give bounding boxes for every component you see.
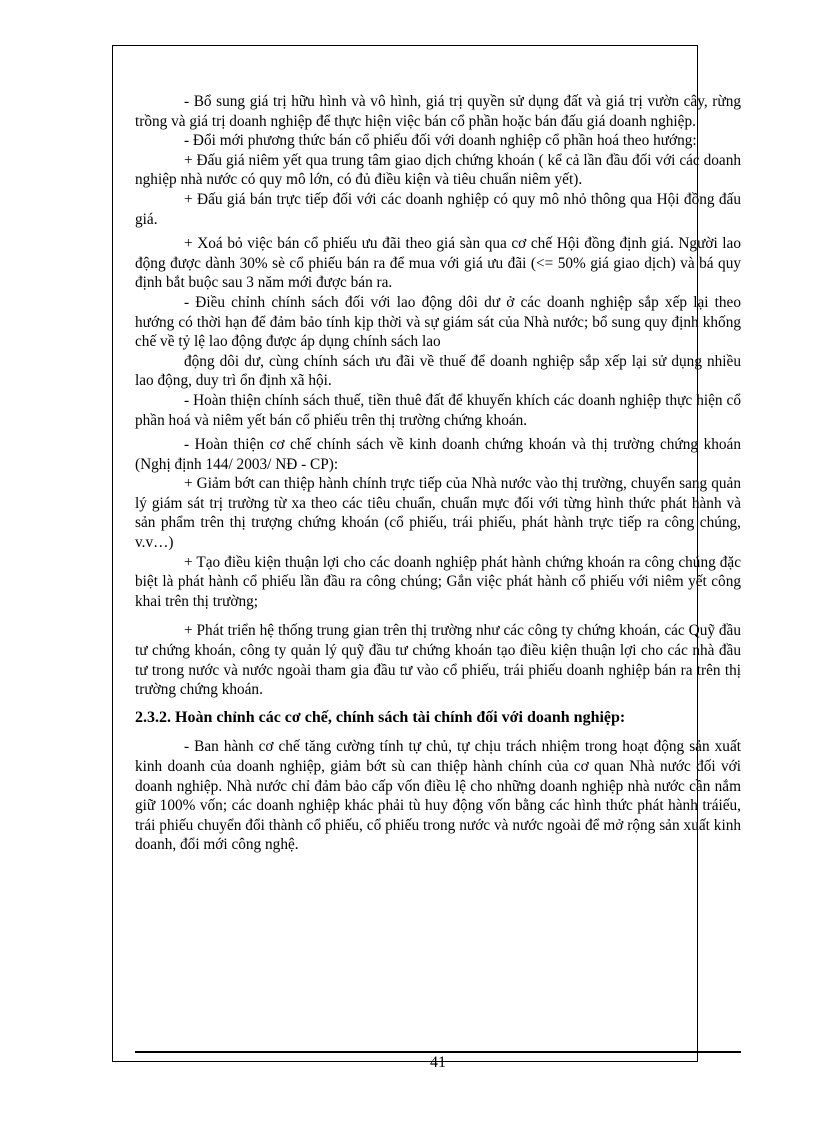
paragraph-1: - Bổ sung giá trị hữu hình và vô hình, giá trị quyền sử dụng đất và giá trị vườn cây, rừng trồng và giá trị doanh nghiệp để thực hiện việc bán cổ phần hoặc bán đấu giá doanh nghiệp. [135,93,741,130]
paragraph-12: + Phát triển hệ thống trung gian trên thị trường như các công ty chứng khoán, các Quỹ đầu tư chứng khoán, công ty quản lý quỹ đầu tư chứng khoán tạo điều kiện thuận lợi cho các nhà đầu tư trong nước và nước ngoài tham gia đầu tư vào cổ phiếu, trái phiếu doanh nghiệp bán ra trên thị trường chứng khoán. [135,622,741,699]
page-number: 41 [430,1054,446,1071]
paragraph-7: động dôi dư, cùng chính sách ưu đãi về thuế để doanh nghiệp sắp xếp lại sử dụng nhiều lao động, duy trì ổn định xã hội. [135,352,741,390]
paragraph-11: + Tạo điều kiện thuận lợi cho các doanh nghiệp phát hành chứng khoán ra công chúng đặc biệt là phát hành cổ phiếu lần đầu ra công chúng; Gắn việc phát hành cổ phiếu với niêm yết công khai trên thị trường; [135,553,741,610]
footer-rule [135,1051,741,1053]
paragraph-4: + Đấu giá bán trực tiếp đối với các doanh nghiệp có quy mô nhỏ thông qua Hội đồng đấu giá. [135,190,741,228]
section-heading: 2.3.2. Hoàn chỉnh các cơ chế, chính sách tài chính đối với doanh nghiệp: [135,708,626,726]
paragraph-6: - Điều chỉnh chính sách đối với lao động dôi dư ở các doanh nghiệp sắp xếp lại theo hướng có thời hạn để đảm bảo tính kịp thời và sự giám sát của Nhà nước; bổ sung quy định khống chế về tỷ lệ lao động được áp dụng chính sách lao [135,293,741,351]
paragraph-13: - Ban hành cơ chế tăng cường tính tự chủ, tự chịu trách nhiệm trong hoạt động sản xuất kinh doanh của doanh nghiệp, giảm bớt sù can thiệp hành chính của cơ quan Nhà nước đối với doanh nghiệp. Nhà nước chỉ đảm bảo cấp vốn điều lệ cho những doanh nghiệp nhà nước cần nắm giữ 100% vốn; các doanh nghiệp khác phải tù huy động vốn bằng các hình thức phát hành tráiếu, trái phiếu chuyển đổi thành cổ phiếu, cổ phiếu trong nước và nước ngoài để mở rộng sản xuất kinh doanh, đổi mới công nghệ. [135,738,741,854]
paragraph-5: + Xoá bỏ việc bán cổ phiếu ưu đãi theo giá sàn qua cơ chế Hội đồng định giá. Người lao động được dành 30% sè cổ phiếu bán ra để mua với giá ưu đãi (<= 50% giá giao dịch) và bá quy định bắt buộc sau 3 năm mới được bán ra. [135,235,741,292]
paragraph-8: - Hoàn thiện chính sách thuế, tiền thuê đất để khuyến khích các doanh nghiệp thực hiện cổ phần hoá và niêm yết bán cổ phiếu trên thị trường chứng khoán. [135,391,741,429]
document-body [135,92,741,855]
paragraph-9: - Hoàn thiện cơ chế chính sách về kinh doanh chứng khoán và thị trường chứng khoán (Nghị định 144/ 2003/ NĐ - CP): [135,436,741,473]
paragraph-3: + Đấu giá niêm yết qua trung tâm giao dịch chứng khoán ( kể cả lần đầu đối với các doanh nghiệp nhà nước có quy mô lớn, có đủ điều kiện và tiêu chuẩn niêm yết). [135,151,741,189]
paragraph-10: + Giảm bớt can thiệp hành chính trực tiếp của Nhà nước vào thị trường, chuyển sang quản lý giám sát trị trường từ xa theo các tiêu chuẩn, chuẩn mực đối với từng hình thức phát hành và sản phẩm trên thị trượng chứng khoán (cổ phiếu, trái phiếu, phát hành trực tiếp ra công chúng, v.v…) [135,475,741,552]
paragraph-2: - Đổi mới phương thức bán cổ phiếu đối với doanh nghiệp cổ phần hoá theo hướng: [184,132,697,150]
